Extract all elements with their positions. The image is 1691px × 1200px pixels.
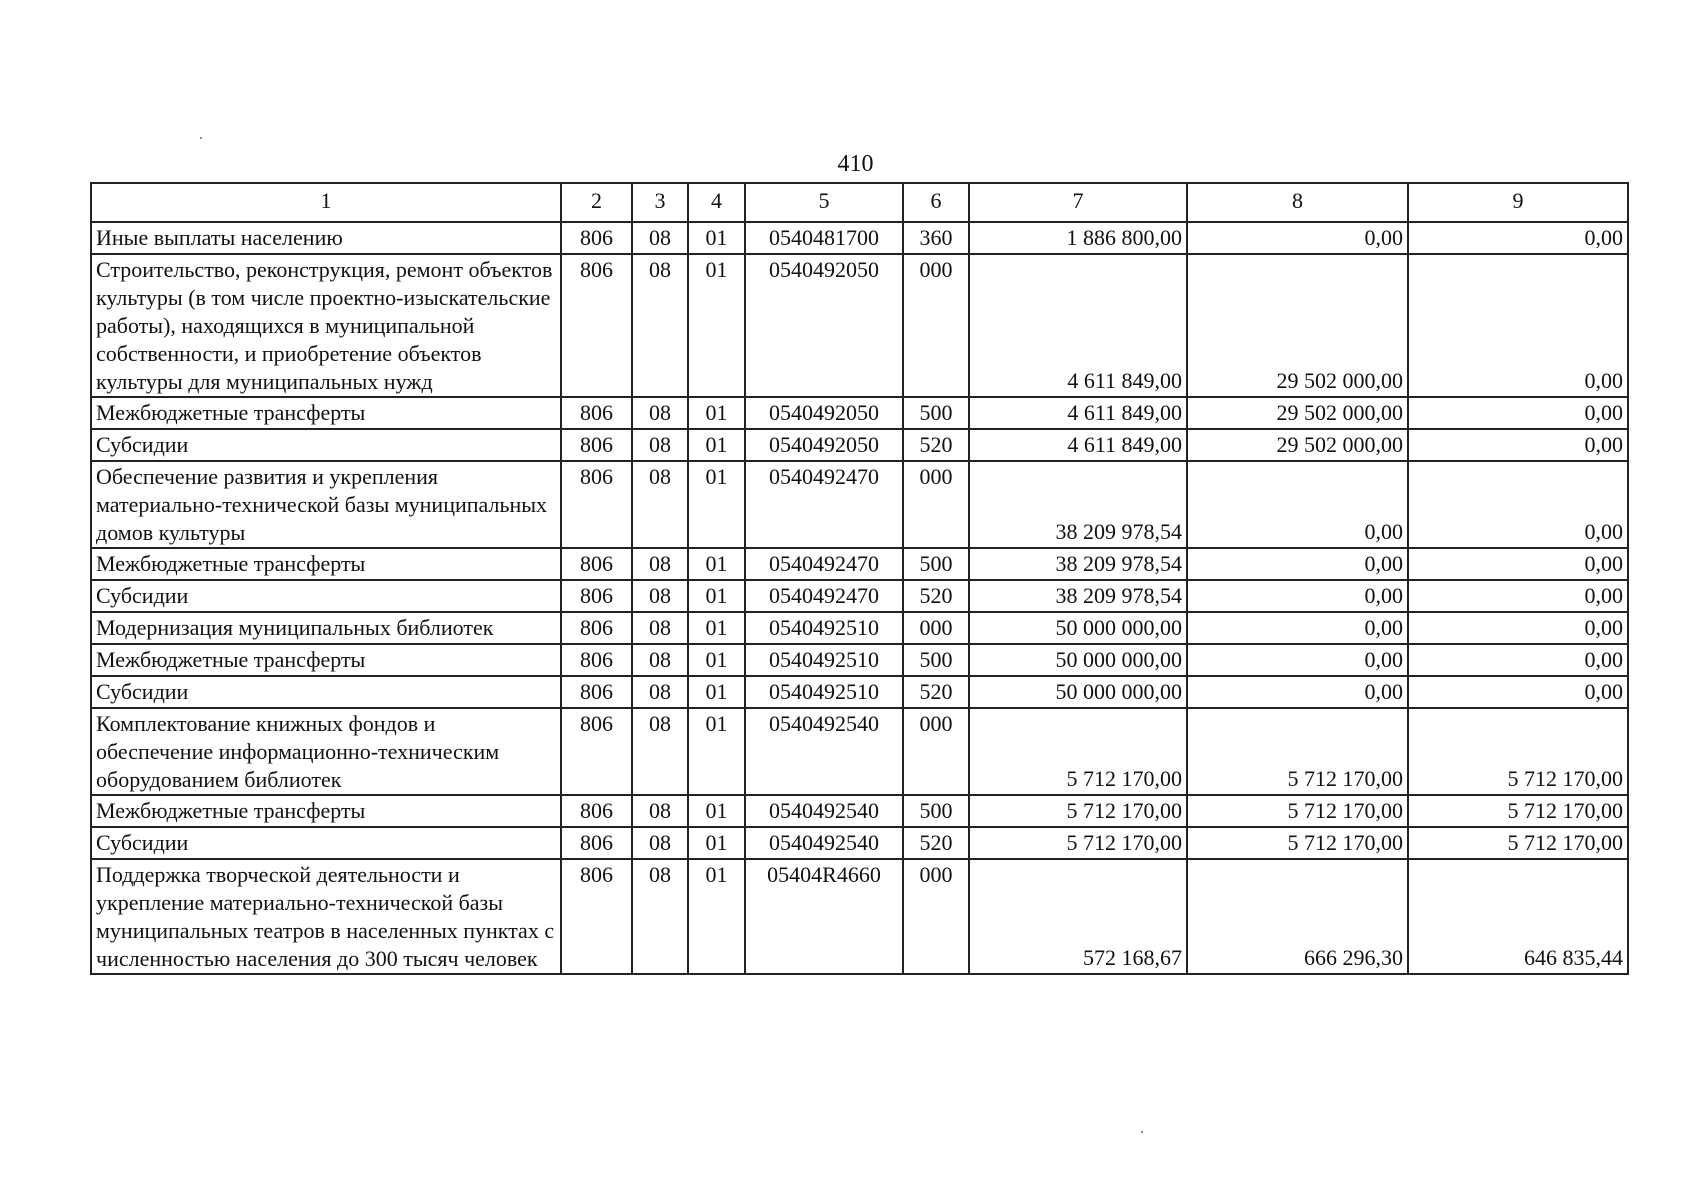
- code-cell: 500: [903, 548, 969, 580]
- amount-cell: 5 712 170,00: [1187, 827, 1408, 859]
- code-cell: 806: [561, 676, 632, 708]
- amount-cell: 0,00: [1408, 644, 1628, 676]
- code-cell: 500: [903, 644, 969, 676]
- table-row: [91, 676, 1628, 708]
- code-cell: 08: [632, 580, 688, 612]
- code-cell: 01: [688, 612, 745, 644]
- row-name: Поддержка творческой деятельности и укрепление материально-технической базы муниципальных театров в населенных пунктах с численностью населения до 300 тысяч человек: [91, 859, 561, 974]
- table-row: [91, 708, 1628, 795]
- row-name: Межбюджетные трансферты: [91, 548, 561, 580]
- column-header: 3: [632, 183, 688, 222]
- amount-cell: 50 000 000,00: [969, 644, 1187, 676]
- column-header: 8: [1187, 183, 1408, 222]
- code-cell: 806: [561, 795, 632, 827]
- code-cell: 806: [561, 429, 632, 461]
- code-cell: 01: [688, 429, 745, 461]
- amount-cell: 38 209 978,54: [969, 548, 1187, 580]
- amount-cell: 4 611 849,00: [969, 429, 1187, 461]
- code-cell: 01: [688, 644, 745, 676]
- amount-cell: 0,00: [1408, 676, 1628, 708]
- table-row: [91, 254, 1628, 397]
- code-cell: 01: [688, 254, 745, 397]
- code-cell: 01: [688, 859, 745, 974]
- row-name: Межбюджетные трансферты: [91, 397, 561, 429]
- code-cell: 0540492540: [745, 827, 903, 859]
- amount-cell: 0,00: [1408, 580, 1628, 612]
- table-row: [91, 397, 1628, 429]
- row-name: Комплектование книжных фондов и обеспечение информационно-техническим оборудованием библиотек: [91, 708, 561, 795]
- amount-cell: 0,00: [1408, 548, 1628, 580]
- code-cell: 806: [561, 222, 632, 254]
- amount-cell: 0,00: [1408, 222, 1628, 254]
- header-row: [91, 183, 1628, 222]
- code-cell: 806: [561, 548, 632, 580]
- code-cell: 520: [903, 429, 969, 461]
- amount-cell: 29 502 000,00: [1187, 429, 1408, 461]
- column-header: 9: [1408, 183, 1628, 222]
- amount-cell: 0,00: [1187, 222, 1408, 254]
- page-number: 410: [837, 151, 874, 177]
- row-name: Субсидии: [91, 676, 561, 708]
- amount-cell: 4 611 849,00: [969, 397, 1187, 429]
- code-cell: 0540481700: [745, 222, 903, 254]
- amount-cell: 38 209 978,54: [969, 580, 1187, 612]
- code-cell: 520: [903, 580, 969, 612]
- code-cell: 0540492050: [745, 397, 903, 429]
- code-cell: 806: [561, 254, 632, 397]
- table-row: [91, 644, 1628, 676]
- amount-cell: 0,00: [1408, 254, 1628, 397]
- code-cell: 0540492510: [745, 644, 903, 676]
- code-cell: 01: [688, 676, 745, 708]
- row-name: Субсидии: [91, 827, 561, 859]
- code-cell: 0540492050: [745, 429, 903, 461]
- code-cell: 05404R4660: [745, 859, 903, 974]
- scan-speck: [200, 137, 202, 139]
- table-row: [91, 827, 1628, 859]
- code-cell: 806: [561, 612, 632, 644]
- code-cell: 01: [688, 827, 745, 859]
- amount-cell: 666 296,30: [1187, 859, 1408, 974]
- row-name: Межбюджетные трансферты: [91, 644, 561, 676]
- amount-cell: 0,00: [1187, 644, 1408, 676]
- code-cell: 08: [632, 708, 688, 795]
- amount-cell: 0,00: [1408, 461, 1628, 548]
- code-cell: 01: [688, 548, 745, 580]
- amount-cell: 5 712 170,00: [969, 795, 1187, 827]
- code-cell: 806: [561, 827, 632, 859]
- table-body: [91, 222, 1628, 974]
- code-cell: 01: [688, 461, 745, 548]
- code-cell: 500: [903, 795, 969, 827]
- amount-cell: 5 712 170,00: [1187, 708, 1408, 795]
- amount-cell: 0,00: [1408, 429, 1628, 461]
- code-cell: 806: [561, 397, 632, 429]
- code-cell: 08: [632, 644, 688, 676]
- code-cell: 000: [903, 612, 969, 644]
- amount-cell: 0,00: [1187, 612, 1408, 644]
- amount-cell: 29 502 000,00: [1187, 397, 1408, 429]
- code-cell: 08: [632, 254, 688, 397]
- code-cell: 806: [561, 859, 632, 974]
- column-header: 7: [969, 183, 1187, 222]
- code-cell: 0540492510: [745, 612, 903, 644]
- code-cell: 01: [688, 580, 745, 612]
- code-cell: 000: [903, 461, 969, 548]
- code-cell: 08: [632, 612, 688, 644]
- amount-cell: 5 712 170,00: [969, 708, 1187, 795]
- amount-cell: 5 712 170,00: [1187, 795, 1408, 827]
- amount-cell: 0,00: [1408, 397, 1628, 429]
- row-name: Субсидии: [91, 429, 561, 461]
- column-header: 2: [561, 183, 632, 222]
- code-cell: 000: [903, 859, 969, 974]
- code-cell: 08: [632, 676, 688, 708]
- row-name: Иные выплаты населению: [91, 222, 561, 254]
- code-cell: 08: [632, 827, 688, 859]
- budget-table: [90, 182, 1629, 975]
- code-cell: 520: [903, 827, 969, 859]
- amount-cell: 5 712 170,00: [1408, 827, 1628, 859]
- amount-cell: 38 209 978,54: [969, 461, 1187, 548]
- column-header: 6: [903, 183, 969, 222]
- row-name: Субсидии: [91, 580, 561, 612]
- code-cell: 806: [561, 580, 632, 612]
- amount-cell: 0,00: [1408, 612, 1628, 644]
- amount-cell: 0,00: [1187, 676, 1408, 708]
- code-cell: 0540492470: [745, 461, 903, 548]
- amount-cell: 5 712 170,00: [1408, 708, 1628, 795]
- row-name: Межбюджетные трансферты: [91, 795, 561, 827]
- code-cell: 0540492470: [745, 580, 903, 612]
- amount-cell: 572 168,67: [969, 859, 1187, 974]
- code-cell: 806: [561, 708, 632, 795]
- amount-cell: 0,00: [1187, 461, 1408, 548]
- amount-cell: 1 886 800,00: [969, 222, 1187, 254]
- code-cell: 0540492540: [745, 795, 903, 827]
- code-cell: 500: [903, 397, 969, 429]
- code-cell: 01: [688, 795, 745, 827]
- amount-cell: 646 835,44: [1408, 859, 1628, 974]
- amount-cell: 50 000 000,00: [969, 612, 1187, 644]
- column-header: 1: [91, 183, 561, 222]
- table-row: [91, 222, 1628, 254]
- row-name: Строительство, реконструкция, ремонт объектов культуры (в том числе проектно-изыскательские работы), находящихся в муниципальной собственности, и приобретение объектов культуры для муниципальных нужд: [91, 254, 561, 397]
- table-row: [91, 859, 1628, 974]
- column-header: 5: [745, 183, 903, 222]
- code-cell: 0540492540: [745, 708, 903, 795]
- amount-cell: 0,00: [1187, 580, 1408, 612]
- code-cell: 0540492510: [745, 676, 903, 708]
- table-row: [91, 429, 1628, 461]
- code-cell: 000: [903, 254, 969, 397]
- code-cell: 08: [632, 859, 688, 974]
- code-cell: 08: [632, 548, 688, 580]
- table-row: [91, 548, 1628, 580]
- code-cell: 01: [688, 397, 745, 429]
- table-row: [91, 461, 1628, 548]
- column-header: 4: [688, 183, 745, 222]
- amount-cell: 4 611 849,00: [969, 254, 1187, 397]
- table-row: [91, 612, 1628, 644]
- code-cell: 520: [903, 676, 969, 708]
- code-cell: 08: [632, 429, 688, 461]
- code-cell: 0540492470: [745, 548, 903, 580]
- code-cell: 01: [688, 708, 745, 795]
- code-cell: 08: [632, 795, 688, 827]
- amount-cell: 5 712 170,00: [969, 827, 1187, 859]
- table-row: [91, 580, 1628, 612]
- amount-cell: 0,00: [1187, 548, 1408, 580]
- code-cell: 01: [688, 222, 745, 254]
- amount-cell: 5 712 170,00: [1408, 795, 1628, 827]
- code-cell: 806: [561, 644, 632, 676]
- code-cell: 0540492050: [745, 254, 903, 397]
- table-row: [91, 795, 1628, 827]
- code-cell: 000: [903, 708, 969, 795]
- amount-cell: 50 000 000,00: [969, 676, 1187, 708]
- row-name: Модернизация муниципальных библиотек: [91, 612, 561, 644]
- code-cell: 360: [903, 222, 969, 254]
- row-name: Обеспечение развития и укрепления материально-технической базы муниципальных домов культуры: [91, 461, 561, 548]
- amount-cell: 29 502 000,00: [1187, 254, 1408, 397]
- code-cell: 08: [632, 222, 688, 254]
- scan-speck: [1141, 1131, 1143, 1133]
- code-cell: 08: [632, 397, 688, 429]
- code-cell: 806: [561, 461, 632, 548]
- code-cell: 08: [632, 461, 688, 548]
